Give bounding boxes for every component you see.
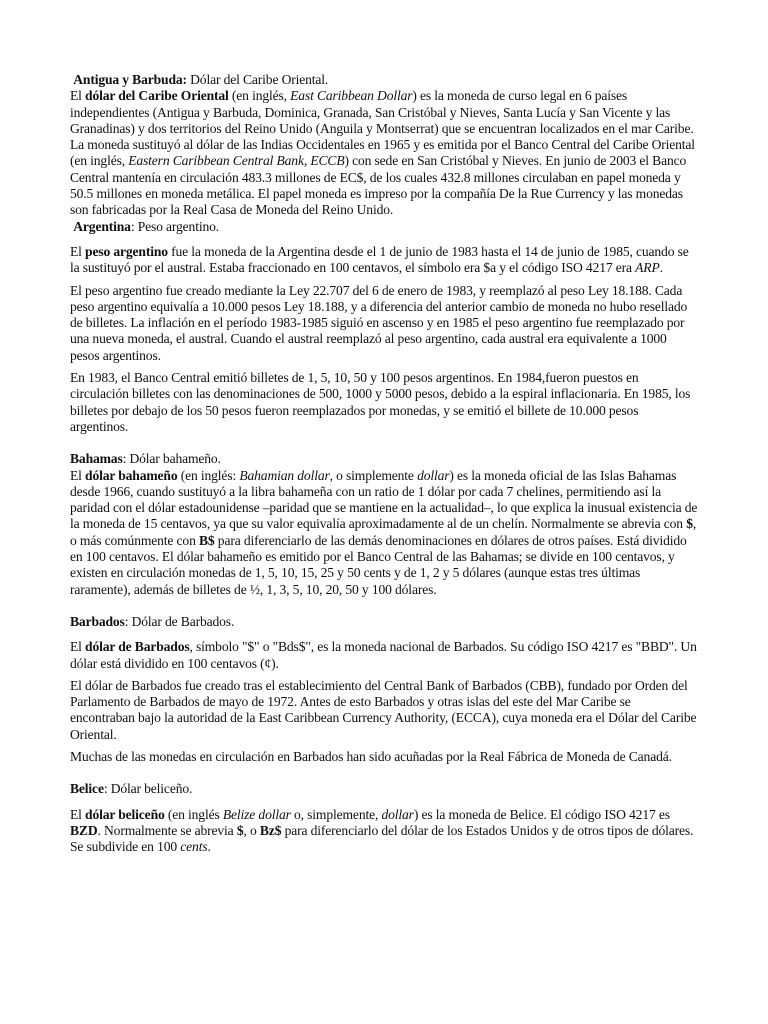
paragraph-barbados-3: Muchas de las monedas en circulación en Barbados han sido acuñadas por la Real Fábrica de Moneda de Canadá. [70,748,672,764]
section-heading-argentina: Argentina: Peso argentino. [73,218,220,234]
section-heading-belice: Belice: Dólar beliceño. [70,781,193,797]
heading-label: Belice [70,781,104,797]
paragraph-argentina-3: En 1983, el Banco Central emitió billetes de 1, 5, 10, 50 y 100 pesos argentinos. En 1984,fueron puestos en circulación billetes con las denominaciones de 500, 1000 y 5000 pesos, debido a la espiral inflacionaria. En 1985, los billetes por debajo de los 50 pesos fueron reemplazados por monedas, y se emitió el billete de 10.000 pesos argentinos. [70,370,691,434]
paragraph-belice-1: El dólar beliceño (en inglés Belize dollar o, simplemente, dollar) es la moneda de Belice. El código ISO 4217 es BZD. Normalmente se abrevia $, o Bz$ para diferenciarlo del dólar de los Estados Unidos y de otros tipos de dólares. Se subdivide en 100 cents. [70,806,694,855]
paragraph-antigua-1: El dólar del Caribe Oriental (en inglés, East Caribbean Dollar) es la moneda de curso legal en 6 países independientes (Antigua y Barbuda, Dominica, Granada, San Cristóbal y Nieves, Santa Lucía y San Vicente y las Granadinas) y dos territorios del Reino Unido (Anguila y Montserrat) que se encuentran localizados en el mar Caribe. La moneda sustituyó al dólar de las Indias Occidentales en 1965 y es emitida por el Banco Central del Caribe Oriental (en inglés, Eastern Caribbean Central Bank, ECCB) con sede en San Cristóbal y Nieves. En junio de 2003 el Banco Central mantenía en circulación 483.3 millones de EC$, de los cuales 432.8 millones circulaban en papel moneda y 50.5 millones en moneda metálica. El papel moneda es impreso por la compañía De la Rue Currency y las monedas son fabricadas por la Real Casa de Moneda del Reino Unido. [70,88,695,218]
paragraph-barbados-1: El dólar de Barbados, símbolo "$" o "Bds$", es la moneda nacional de Barbados. Su código ISO 4217 es "BBD". Un dólar está dividido en 100 centavos (¢). [70,639,697,671]
heading-label: Barbados [70,613,125,629]
section-heading-bahamas: Bahamas: Dólar bahameño. [70,451,221,467]
section-heading-antigua: Antigua y Barbuda: Dólar del Caribe Oriental. [73,72,329,87]
heading-label: Argentina [73,218,131,234]
heading-label: Bahamas [70,451,123,467]
paragraph-bahamas-1: El dólar bahameño (en inglés: Bahamian dollar, o simplemente dollar) es la moneda oficial de las Islas Bahamas desde 1966, cuando sustituyó a la libra bahameña con un ratio de 1 dólar por cada 7 chelines, permitiendo así la paridad con el dólar estadounidense –paridad que se mantiene en la actualidad–, lo que explica la inusual existencia de la moneda de 15 centavos, ya que su valor equivalía aproximadamente al de un chelín. Normalmente se abrevia con $, o más comúnmente con B$ para diferenciarlo de las demás denominaciones en dólares de otros países. Está dividido en 100 centavos. El dólar bahameño es emitido por el Banco Central de las Bahamas; se divide en 100 centavos, y existen en circulación monedas de 1, 5, 10, 15, 25 y 50 cents y de 1, 2 y 5 dólares (aunque estas tres últimas raramente), además de billetes de ½, 1, 3, 5, 10, 20, 50 y 100 dólares. [70,467,698,597]
paragraph-argentina-2: El peso argentino fue creado mediante la Ley 22.707 del 6 de enero de 1983, y reemplazó al peso Ley 18.188. Cada peso argentino equivalía a 10.000 pesos Ley 18.188, y a diferencia del anterior cambio de moneda no hubo resellado de billetes. La inflación en el período 1983-1985 siguió en ascenso y en 1985 el peso argentino fue reemplazado por una nueva moneda, el austral. Cuando el austral reemplazó al peso argentino, cada austral era equivalente a 1000 pesos argentinos. [70,282,688,363]
paragraph-argentina-1: El peso argentino fue la moneda de la Argentina desde el 1 de junio de 1983 hasta el 14 de junio de 1985, cuando se la sustituyó por el austral. Estaba fraccionado en 100 centavos, el símbolo era $a y el código ISO 4217 era ARP. [70,243,689,276]
document-page [70,72,698,855]
section-heading-barbados: Barbados: Dólar de Barbados. [70,613,235,629]
heading-label: Antigua y Barbuda: [73,72,187,87]
paragraph-barbados-2: El dólar de Barbados fue creado tras el establecimiento del Central Bank of Barbados (CBB), fundado por Orden del Parlamento de Barbados de mayo de 1972. Antes de esto Barbados y otras islas del este del Mar Caribe se encontraban bajo la autoridad de la East Caribbean Currency Authority, (ECCA), cuya moneda era el Dólar del Caribe Oriental. [70,677,697,742]
